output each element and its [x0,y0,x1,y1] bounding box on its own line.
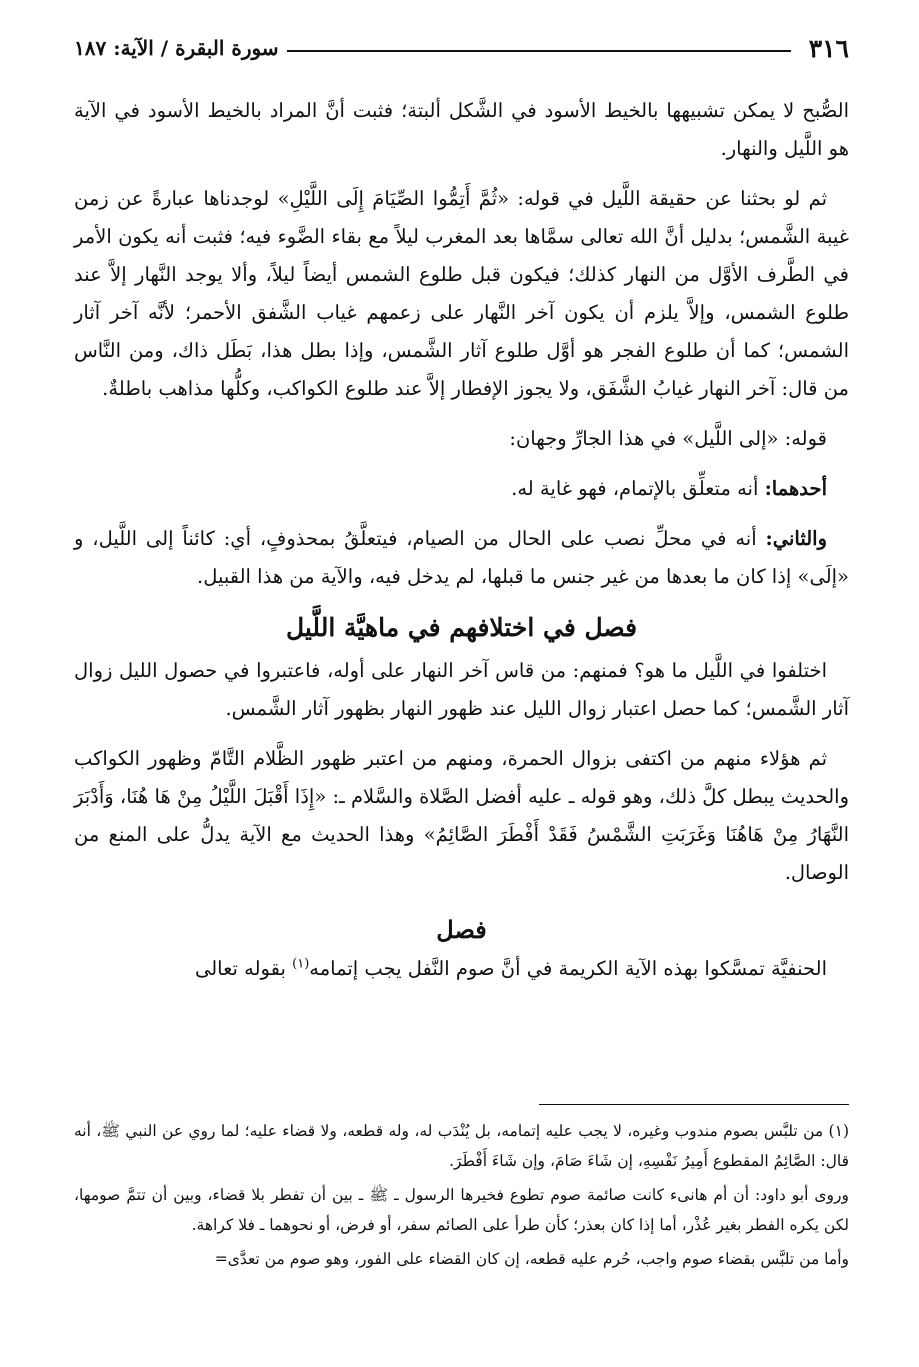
main-text [74,92,849,988]
footnote-reference[interactable]: (١) [292,956,310,972]
paragraph-text: أنه متعلِّق بالإتمام، فهو غاية له. [511,477,759,500]
page-header [74,28,849,68]
footnote: وأما من تلبَّس بقضاء صوم واجب، حُرم عليه قطعه، إن كان القضاء على الفور، وهو صوم من تعدَّى= [214,1250,849,1268]
paragraph [74,520,849,596]
section-heading: فصل [436,915,487,944]
paragraph: قوله: «إلى اللَّيل» في هذا الجارِّ وجهان: [509,427,827,450]
paragraph: ثم هؤلاء منهم من اكتفى بزوال الحمرة، ومنهم من اعتبر ظهور الظَّلام التَّامّ وظهور الكواكب والحديث يبطل كلَّ ذلك، وهو قوله ـ عليه أفضل الصَّلاة والسَّلام ـ: «إِذَا أَقْبَلَ اللَّيْلُ مِنْ هَا هُنَا، وَأَدْبَرَ النَّهَارُ مِنْ هَاهُنَا وَغَرَبَتِ الشَّمْسُ فَقَدْ أَفْطَرَ الصَّائِمُ» وهذا الحديث مع الآية يدلُّ على المنع من الوصال. [74,747,849,884]
page-number: ٣١٦ [808,33,849,63]
section-heading: فصل في اختلافهم في ماهيَّة اللَّيل [285,613,638,642]
document-page [74,28,849,1348]
footnote-separator [539,1104,849,1105]
paragraph: اختلفوا في اللَّيل ما هو؟ فمنهم: من قاس آخر النهار على أوله، فاعتبروا في حصول الليل زوال آثار الشَّمس؛ كما حصل اعتبار زوال الليل عند ظهور النهار بظهور آثار الشَّمس. [74,659,849,720]
footnote: (١) من تلبَّس بصوم مندوب وغيره، لا يجب عليه إتمامه، بل يُنْدَب له، وله قطعه، ولا قضاء عليه؛ لما روي عن النبي ﷺ، أنه قال: الصَّائِمُ المقطوع أَمِيرُ نَفْسِهِ، إن شَاءَ صَامَ، وإن شَاءَ أَفْطَرَ. [74,1122,849,1170]
running-title: سورة البقرة / الآية: ١٨٧ [74,36,279,60]
paragraph [74,950,849,988]
footnotes [74,1116,849,1278]
paragraph-text: أنه في محلِّ نصب على الحال من الصيام، فيتعلَّقُ بمحذوفٍ، أي: كائناً إلى اللَّيل، و «إلَى» إذا كان ما بعدها من غير جنس ما قبلها، لم يدخل فيه، والآية من هذا القبيل. [74,527,849,588]
paragraph-text: بقوله تعالى [194,957,293,980]
paragraph: ثم لو بحثنا عن حقيقة اللَّيل في قوله: «ثُمَّ أَتِمُّوا الصِّيَامَ إِلَى اللَّيْلِ» لوجدناها عبارةً عن زمن غيبة الشَّمس؛ بدليل أنَّ الله تعالى سمَّاها بعد المغرب ليلاً مع بقاء الضَّوء فيه؛ فثبت أنه يكون الأمر في الطَّرف الأوَّل من النهار كذلك؛ فيكون قبل طلوع الشمس أيضاً ليلاً، وألا يوجد النَّهار إلاَّ عند طلوع الشمس، وإلاَّ يلزم أن يكون آخر النَّهار على زعمهم غياب الشَّفق الأحمر؛ لأنَّه آخر آثار الشمس؛ كما أن طلوع الفجر هو أوَّل طلوع آثار الشَّمس، وإذا بطل هذا، بَطَل ذاك، ومن النَّاس من قال: آخر النهار غيابُ الشَّفَق، ولا يجوز الإفطار إلاَّ عند طلوع الكواكب، وكلُّها مذاهب باطلةٌ. [74,187,849,400]
footnote: وروى أبو داود: أن أم هانىء كانت صائمة صوم تطوع فخيرها الرسول ـ ﷺ ـ بين أن تفطر بلا قضاء، وبين أن تتمَّ صومها، لكن يكره الفطر بغير عُذْر، أما إذا كان بعذر؛ كأن طرأ على الصائم سفر، أو فرض، أو نحوهما ـ فلا كراهة. [74,1186,849,1234]
paragraph [74,470,849,508]
paragraph-label: أحدهما: [764,477,827,500]
paragraph: الصُّبح لا يمكن تشبيهها بالخيط الأسود في الشَّكل ألبتة؛ فثبت أنَّ المراد بالخيط الأسود في الآية هو اللَّيل والنهار. [74,99,849,160]
paragraph-label: والثاني: [765,527,827,550]
header-rule [287,50,791,52]
paragraph-text: الحنفيَّة تمسَّكوا بهذه الآية الكريمة في أنَّ صوم النَّفل يجب إتمامه [309,957,827,980]
